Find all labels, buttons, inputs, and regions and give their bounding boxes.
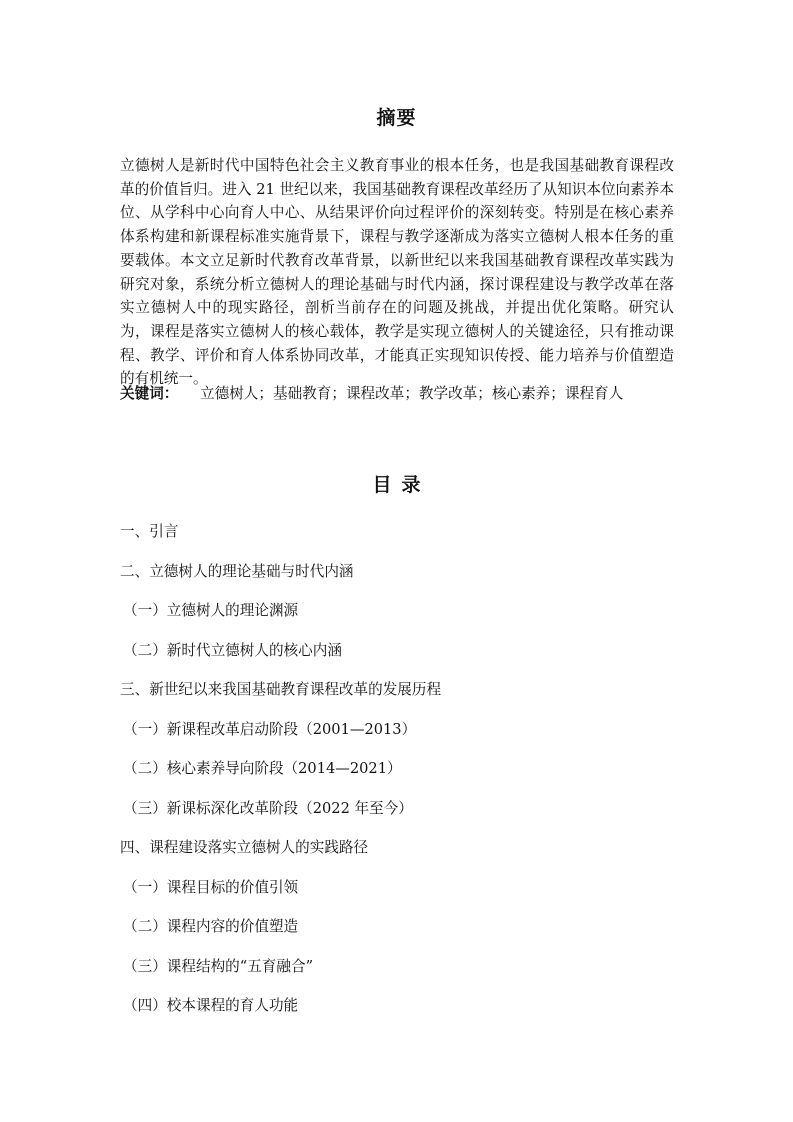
toc-item-section-4-2: （二）课程内容的价值塑造 xyxy=(123,918,299,935)
toc-item-section-3-1: （一）新课程改革启动阶段（2001—2013） xyxy=(123,720,417,738)
abstract-title: 摘要 xyxy=(376,107,417,129)
toc-item-section-2-2: （二）新时代立德树人的核心内涵 xyxy=(123,641,342,659)
keywords-text: 立德树人；基础教育；课程改革；教学改革；核心素养；课程育人 xyxy=(200,385,624,402)
toc-item-introduction: 一、引言 xyxy=(120,523,179,540)
toc-item-section-2: 二、立德树人的理论基础与时代内涵 xyxy=(120,562,354,580)
toc-list xyxy=(0,520,793,1034)
toc-title: 目录 xyxy=(372,474,431,496)
toc-item-section-4-3: （三）课程结构的“五育融合” xyxy=(123,957,314,975)
toc-item-section-4-4: （四）校本课程的育人功能 xyxy=(123,997,299,1014)
toc-item-section-2-1: （一）立德树人的理论渊源 xyxy=(123,602,299,619)
toc-item-section-3: 三、新世纪以来我国基础教育课程改革的发展历程 xyxy=(120,681,442,698)
keywords-line xyxy=(120,382,680,406)
toc-item-section-3-3: （三）新课标深化改革阶段（2022 年至今） xyxy=(123,799,413,817)
toc-item-section-4-1: （一）课程目标的价值引领 xyxy=(123,878,299,896)
keywords-label: 关键词： xyxy=(120,385,179,402)
toc-item-section-3-2: （二）核心素养导向阶段（2014—2021） xyxy=(123,760,402,777)
abstract-body: 立德树人是新时代中国特色社会主义教育事业的根本任务，也是我国基础教育课程改革的价值旨归。进入 21 世纪以来，我国基础教育课程改革经历了从知识本位向素养本位、从学科中心向育人中心、从结果评价向过程评价的深刻转变。特别是在核心素养体系构建和新课程标准实施背景下，课程与教学逐渐成为落实立德树人根本任务的重要载体。本文立足新时代教育改革背景，以新世纪以来我国基础教育课程改革实践为研究对象，系统分析立德树人的理论基础与时代内涵，探讨课程建设与教学改革在落实立德树人中的现实路径，剖析当前存在的问题及挑战，并提出优化策略。研究认为，课程是落实立德树人的核心载体，教学是实现立德树人的关键途径，只有推动课程、教学、评价和育人体系协同改革，才能真正实现知识传授、能力培养与价值塑造的有机统一。 xyxy=(120,157,674,388)
toc-item-section-4: 四、课程建设落实立德树人的实践路径 xyxy=(120,839,369,856)
